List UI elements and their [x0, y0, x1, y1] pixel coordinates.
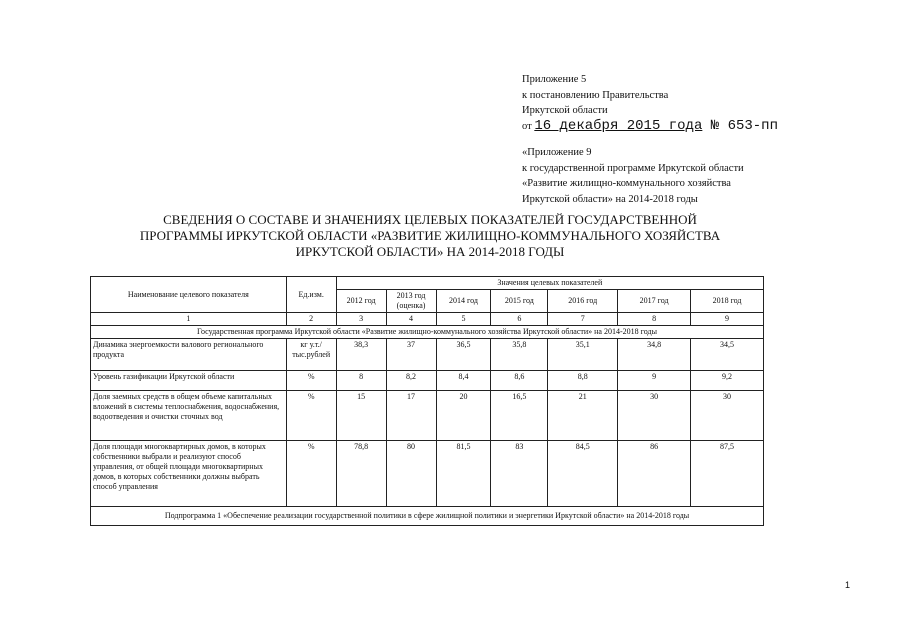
- indicator-value: 17: [386, 391, 436, 441]
- header-year: 2018 год: [691, 290, 764, 313]
- resolution-number: № 653-пп: [710, 117, 778, 134]
- indicator-value: 35,1: [548, 339, 618, 371]
- indicator-value: 9,2: [691, 371, 764, 391]
- header-name: Наименование целевого показателя: [91, 277, 287, 313]
- column-number: 5: [436, 313, 491, 326]
- appendix-5-line: Приложение 5: [522, 74, 587, 85]
- indicator-unit: %: [286, 391, 336, 441]
- indicator-value: 81,5: [436, 441, 491, 507]
- program-row: [91, 326, 764, 339]
- indicator-value: 8,4: [436, 371, 491, 391]
- indicator-value: 16,5: [491, 391, 548, 441]
- header-values-group: Значения целевых показателей: [336, 277, 763, 290]
- indicator-value: 20: [436, 391, 491, 441]
- indicator-value: 34,5: [691, 339, 764, 371]
- indicator-value: 87,5: [691, 441, 764, 507]
- indicator-value: 86: [618, 441, 691, 507]
- indicator-name: Доля площади многоквартирных домов, в которых собственники выбрали и реализуют способ управления, от общей площади многоквартирных домов, в которых собственники должны выбрать способ управления: [91, 441, 287, 507]
- indicator-unit: кг у.т./ тыс.рублей: [286, 339, 336, 371]
- subprogram-row: [91, 507, 764, 526]
- column-number: 3: [336, 313, 386, 326]
- indicator-value: 35,8: [491, 339, 548, 371]
- title-line: ИРКУТСКОЙ ОБЛАСТИ» НА 2014-2018 ГОДЫ: [295, 244, 565, 259]
- resolution-date-number: [534, 118, 778, 134]
- column-number: 4: [386, 313, 436, 326]
- indicator-value: 30: [618, 391, 691, 441]
- column-number: 8: [618, 313, 691, 326]
- header-unit: Ед.изм.: [286, 277, 336, 313]
- column-number: 1: [91, 313, 287, 326]
- header-year: 2012 год: [336, 290, 386, 313]
- title-line: ПРОГРАММЫ ИРКУТСКОЙ ОБЛАСТИ «РАЗВИТИЕ ЖИЛИЩНО-КОММУНАЛЬНОГО ХОЗЯЙСТВА: [139, 228, 721, 243]
- appendix-9-note: [522, 145, 744, 207]
- table-row: [91, 339, 764, 371]
- indicator-value: 78,8: [336, 441, 386, 507]
- indicator-value: 8: [336, 371, 386, 391]
- indicator-value: 34,8: [618, 339, 691, 371]
- subprogram-title: Подпрограмма 1 «Обеспечение реализации государственной политики в сфере жилищной политики и энергетики Иркутской области» на 2014-2018 годы: [91, 507, 764, 526]
- column-number: 7: [548, 313, 618, 326]
- program-title: Государственная программа Иркутской области «Развитие жилищно-коммунального хозяйства Иркутской области» на 2014-2018 годы: [91, 326, 764, 339]
- page-number: 1: [845, 580, 851, 590]
- indicators-table: [90, 276, 764, 526]
- column-number: 2: [286, 313, 336, 326]
- column-number: 9: [691, 313, 764, 326]
- header-year: 2015 год: [491, 290, 548, 313]
- indicator-value: 38,3: [336, 339, 386, 371]
- appendix-5-line: Иркутской области: [522, 105, 608, 116]
- appendix-9-line: к государственной программе Иркутской области: [522, 162, 744, 174]
- indicator-value: 9: [618, 371, 691, 391]
- header-year: 2013 год (оценка): [386, 290, 436, 313]
- indicator-value: 30: [691, 391, 764, 441]
- table-row: [91, 441, 764, 507]
- indicator-name: Доля заемных средств в общем объеме капитальных вложений в системы теплоснабжения, водоснабжения, водоотведения и очистки сточных вод: [91, 391, 287, 441]
- indicator-value: 84,5: [548, 441, 618, 507]
- header-year: 2014 год: [436, 290, 491, 313]
- indicator-name: Уровень газификации Иркутской области: [91, 371, 287, 391]
- indicator-value: 8,2: [386, 371, 436, 391]
- indicator-name: Динамика энергоемкости валового регионального продукта: [91, 339, 287, 371]
- title-line: СВЕДЕНИЯ О СОСТАВЕ И ЗНАЧЕНИЯХ ЦЕЛЕВЫХ ПОКАЗАТЕЛЕЙ ГОСУДАРСТВЕННОЙ: [163, 212, 697, 227]
- column-numbers-row: [91, 313, 764, 326]
- indicator-value: 8,8: [548, 371, 618, 391]
- indicator-value: 80: [386, 441, 436, 507]
- appendix-5-note: [522, 72, 778, 134]
- appendix-9-line: «Приложение 9: [522, 147, 592, 158]
- indicator-value: 15: [336, 391, 386, 441]
- appendix-5-line: к постановлению Правительства: [522, 89, 669, 101]
- appendix-9-line: Иркутской области» на 2014-2018 годы: [522, 193, 698, 205]
- resolution-date-line: [522, 119, 778, 135]
- document-title: [90, 212, 770, 260]
- indicator-value: 37: [386, 339, 436, 371]
- resolution-date: 16 декабря 2015 года: [534, 117, 703, 134]
- indicator-value: 8,6: [491, 371, 548, 391]
- indicator-unit: %: [286, 441, 336, 507]
- header-year: 2016 год: [548, 290, 618, 313]
- column-number: 6: [491, 313, 548, 326]
- table-row: [91, 371, 764, 391]
- indicator-value: 21: [548, 391, 618, 441]
- indicator-value: 36,5: [436, 339, 491, 371]
- table-row: [91, 391, 764, 441]
- date-prefix: от: [522, 120, 532, 132]
- indicator-unit: %: [286, 371, 336, 391]
- indicator-value: 83: [491, 441, 548, 507]
- header-year: 2017 год: [618, 290, 691, 313]
- header-row: [91, 277, 764, 290]
- appendix-9-line: «Развитие жилищно-коммунального хозяйства: [522, 178, 731, 189]
